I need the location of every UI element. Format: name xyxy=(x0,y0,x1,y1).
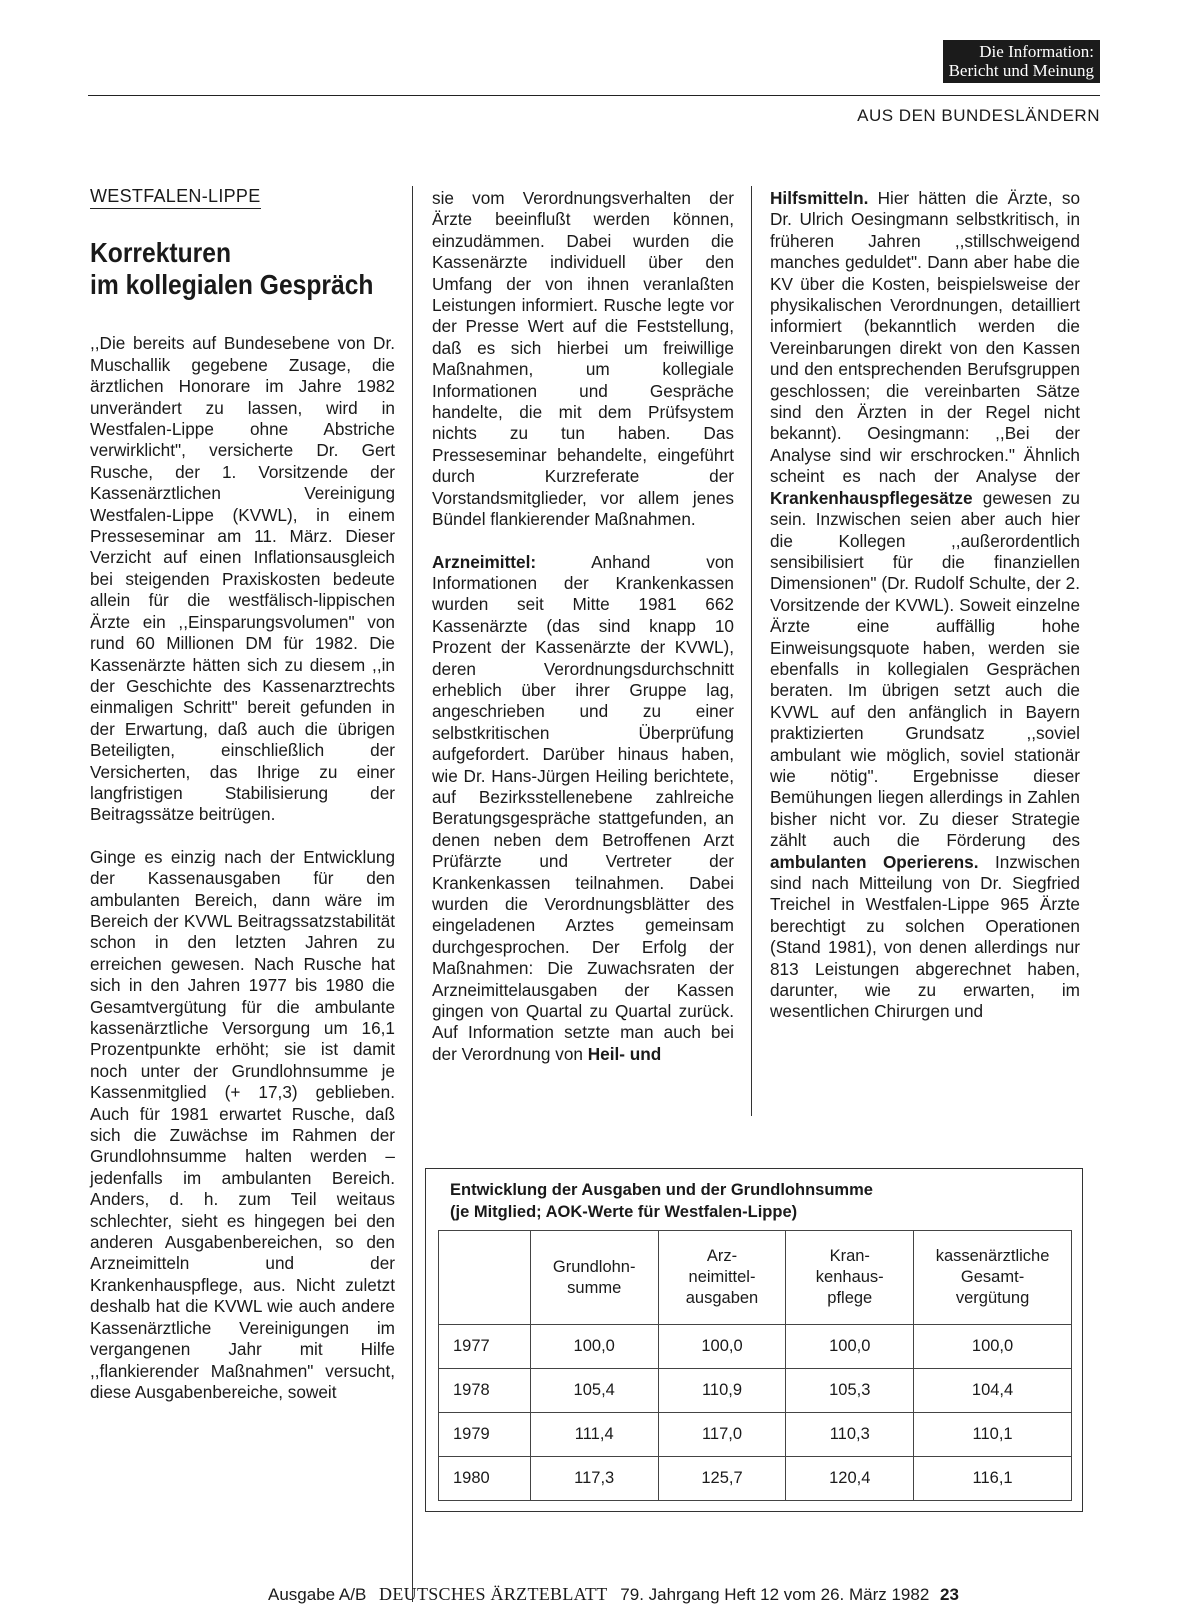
table-row xyxy=(439,1369,1072,1413)
footer-edition: Ausgabe A/B xyxy=(268,1585,367,1604)
table-value-cell: 100,0 xyxy=(658,1325,786,1369)
table-header-line: kassenärztliche xyxy=(935,1247,1050,1265)
page-number: 23 xyxy=(940,1585,959,1604)
article-column-2 xyxy=(432,188,734,1065)
table-value-cell: 105,4 xyxy=(530,1369,658,1413)
table-value-cell: 117,3 xyxy=(530,1457,658,1501)
paragraph-5-text-a: Hier hätten die Ärzte, so Dr. Ulrich Oesingmann selbstkritisch, in früheren Jahren ,,stillschweigend manches geduldet". Dann aber habe die KV über die Kosten, beispielsweise der physikalischen Verordnungen, detailliert informiert (bekanntlich werden die Vereinbarungen direkt von den Kassen und den entsprechenden Berufsgruppen geschlossen; die vereinbarten Sätze sind den Ärzten in der Regel nicht bekannt). Oesingmann: ,,Bei der Analyse sind wir erschrocken." Ähnlich scheint es nach der Analyse der xyxy=(770,188,1080,487)
table-header-line: kenhaus- xyxy=(815,1268,884,1286)
rubric-line-2: Bericht und Meinung xyxy=(948,61,1094,80)
rubric-badge xyxy=(943,40,1100,83)
table-header-cell xyxy=(786,1231,914,1325)
article-kicker: WESTFALEN-LIPPE xyxy=(90,186,261,209)
subhead-hilfsmitteln: Hilfsmitteln. xyxy=(770,188,869,208)
table-header-line: Arz- xyxy=(706,1247,738,1265)
paragraph-5 xyxy=(770,188,1080,1023)
subhead-heil-und: Heil- und xyxy=(587,1043,662,1064)
article-column-3 xyxy=(770,188,1080,1023)
table-header-cell xyxy=(914,1231,1072,1325)
footer-issue: 79. Jahrgang Heft 12 vom 26. März 1982 xyxy=(620,1585,930,1604)
table-value-cell: 125,7 xyxy=(658,1457,786,1501)
table-value-cell: 105,3 xyxy=(786,1369,914,1413)
paragraph-5-text-b: gewesen zu sein. Inzwischen seien aber auch hier die Kollegen ,,außerordentlich sensibilisiert für die finanziellen Dimensionen" (Dr. Rudolf Schulte, der 2. Vorsitzende der KVWL). Soweit einzelne Ärzte eine auffällig hohe Einweisungsquote haben, werden sie ebenfalls in kollegialen Gesprächen beraten. Im übrigen setzt auch die KVWL auf den anfänglich in Bayern praktizierten Grundsatz ,,soviel ambulant wie möglich, soviel stationär wie nötig". Ergebnisse dieser Bemühungen liegen allerdings in Zahlen bisher nicht vor. Zu dieser Strategie zählt auch die Förderung des xyxy=(770,487,1080,851)
table-header-line: ausgaben xyxy=(685,1289,759,1307)
footer-journal: DEUTSCHES ÄRZTEBLATT xyxy=(379,1584,608,1604)
page-footer xyxy=(268,1584,959,1605)
table-value-cell: 120,4 xyxy=(786,1457,914,1501)
table-year-cell: 1978 xyxy=(439,1369,531,1413)
table-value-cell: 116,1 xyxy=(914,1457,1072,1501)
subhead-ambulanten-operierens: ambulanten Operierens. xyxy=(770,851,979,872)
table-title-line-2: (je Mitglied; AOK-Werte für Westfalen-Lippe) xyxy=(450,1203,798,1221)
section-label: AUS DEN BUNDESLÄNDERN xyxy=(857,106,1100,125)
table-value-cell: 100,0 xyxy=(786,1325,914,1369)
table-header-line: vergütung xyxy=(955,1289,1030,1307)
paragraph-5-text-c: Inzwischen sind nach Mitteilung von Dr. Siegfried Treichel in Westfalen-Lippe 965 Ärzte berechtigt zu solchen Operationen (Stand 1981), von denen allerdings nur 813 Leistungen abgerechnet haben, darunter, wie zu erwarten, im wesentlichen Chirurgen und xyxy=(770,851,1080,1022)
table-header-row xyxy=(439,1231,1072,1325)
subhead-krankenhauspflegesaetze: Krankenhauspflegesätze xyxy=(770,487,973,508)
table-header-cell xyxy=(439,1231,531,1325)
table-value-cell: 100,0 xyxy=(914,1325,1072,1369)
header-rule xyxy=(88,95,1100,96)
table-row xyxy=(439,1325,1072,1369)
table-year-cell: 1977 xyxy=(439,1325,531,1369)
headline-line-2: im kollegialen Gespräch xyxy=(90,269,374,301)
table-title xyxy=(450,1179,873,1223)
table-value-cell: 110,9 xyxy=(658,1369,786,1413)
table-header-line: pflege xyxy=(827,1289,873,1307)
column-divider-2 xyxy=(751,186,752,1116)
table-body xyxy=(439,1325,1072,1501)
article-column-1 xyxy=(90,186,395,1403)
paragraph-2: Ginge es einzig nach der Entwicklung der Kassenausgaben für den ambulanten Bereich, dann wäre im Bereich der KVWL Beitragssatzstabilität schon in den letzten Jahren zu erreichen gewesen. Nach Rusche hat sich in den Jahren 1977 bis 1980 die Gesamtvergütung für die ambulante kassenärztliche Versorgung um 16,1 Prozentpunkte erhöht; sie ist damit noch unter der Grundlohnsumme je Kassenmitglied (+ 17,3) geblieben. Auch für 1981 erwartet Rusche, daß sich die Zuwächse im Rahmen der Grundlohnsumme halten werden – jedenfalls im ambulanten Bereich. Anders, d. h. zum Teil weitaus schlechter, sieht es hingegen bei den anderen Ausgabenbereichen, so den Arzneimitteln und der Krankenhauspflege, aus. Nicht zuletzt deshalb hat die KVWL wie auch andere Kassenärztliche Vereinigungen im vergangenen Jahr mit Hilfe ,,flankierender Maßnahmen" versucht, diese Ausgabenbereiche, soweit xyxy=(90,846,395,1402)
article-headline xyxy=(90,237,407,301)
table-year-cell: 1979 xyxy=(439,1413,531,1457)
table-value-cell: 110,3 xyxy=(786,1413,914,1457)
paragraph-4 xyxy=(432,552,734,1066)
data-table-box xyxy=(425,1168,1083,1512)
table-header-line: Grundlohn- xyxy=(552,1257,636,1276)
table-header-line: neimittel- xyxy=(688,1268,756,1286)
table-row xyxy=(439,1457,1072,1501)
table-value-cell: 110,1 xyxy=(914,1413,1072,1457)
table-value-cell: 104,4 xyxy=(914,1369,1072,1413)
table-year-cell: 1980 xyxy=(439,1457,531,1501)
table-value-cell: 100,0 xyxy=(530,1325,658,1369)
expense-table xyxy=(438,1230,1072,1501)
table-row xyxy=(439,1413,1072,1457)
table-header-cell xyxy=(530,1231,658,1325)
table-header-cell xyxy=(658,1231,786,1325)
headline-line-1: Korrekturen xyxy=(90,237,232,269)
table-value-cell: 111,4 xyxy=(530,1413,658,1457)
paragraph-1: ,,Die bereits auf Bundesebene von Dr. Muschallik gegebene Zusage, die ärztlichen Honorare im Jahre 1982 unverändert zu lassen, wird in Westfalen-Lippe ohne Abstriche verwirklicht", versicherte Dr. Gert Rusche, der 1. Vorsitzende der Kassenärztlichen Vereinigung Westfalen-Lippe (KVWL), in einem Presseseminar am 11. März. Dieser Verzicht auf einen Inflationsausgleich bei steigenden Praxiskosten bedeute allein für die westfälisch-lippischen Ärzte ein ,,Einsparungsvolumen" von rund 60 Millionen DM für 1982. Die Kassenärzte hätten sich zu diesem ,,in der Geschichte des Kassenarztrechts einmaligen Schritt" bereit gefunden in der Erwartung, daß auch die übrigen Beteiligten, einschließlich der Versicherten, das Ihrige zu einer langfristigen Stabilisierung der Beitragssätze beitrügen. xyxy=(90,333,395,825)
table-header-line: Kran- xyxy=(829,1247,870,1265)
table-header-line: Gesamt- xyxy=(960,1268,1025,1286)
column-divider-1 xyxy=(412,186,413,1602)
table-value-cell: 117,0 xyxy=(658,1413,786,1457)
paragraph-3: sie vom Verordnungsverhalten der Ärzte beeinflußt werden können, einzudämmen. Dabei wurden die Kassenärzte individuell über den Umfang der von ihnen veranlaßten Leistungen informiert. Rusche legte vor der Presse Wert auf die Feststellung, daß es sich hierbei um freiwillige Maßnahmen, um kollegiale Informationen und Gespräche handelte, die mit dem Prüfsystem nichts zu tun haben. Das Presseseminar behandelte, eingeführt durch Kurzreferate der Vorstandsmitglieder, vor allem jenes Bündel flankierender Maßnahmen. xyxy=(432,188,734,530)
subhead-arzneimittel: Arzneimittel: xyxy=(432,551,537,572)
table-header-line: summe xyxy=(567,1278,622,1297)
rubric-line-1: Die Information: xyxy=(979,42,1094,61)
table-title-line-1: Entwicklung der Ausgaben und der Grundlohnsumme xyxy=(450,1181,873,1199)
paragraph-4-text: Anhand von Informationen der Krankenkassen wurden seit Mitte 1981 662 Kassenärzte (das sind knapp 10 Prozent der Kassenärzte der KVWL), deren Verordnungsdurchschnitt erheblich über ihrer Gruppe lag, angeschrieben und zu einer selbstkritischen Überprüfung aufgefordert. Darüber hinaus haben, wie Dr. Hans-Jürgen Heiling berichtete, auf Bezirksstellenebene zahlreiche Beratungsgespräche stattgefunden, an denen neben dem Betroffenen Arzt Prüfärzte und Vertreter der Krankenkassen teilnahmen. Dabei wurden die Verordnungsblätter des eingeladenen Arztes gemeinsam durchgesprochen. Der Erfolg der Maßnahmen: Die Zuwachsraten der Arzneimittelausgaben der Kassen gingen von Quartal zu Quartal zurück. Auf Information setzte man auch bei der Verordnung von xyxy=(432,551,734,1064)
